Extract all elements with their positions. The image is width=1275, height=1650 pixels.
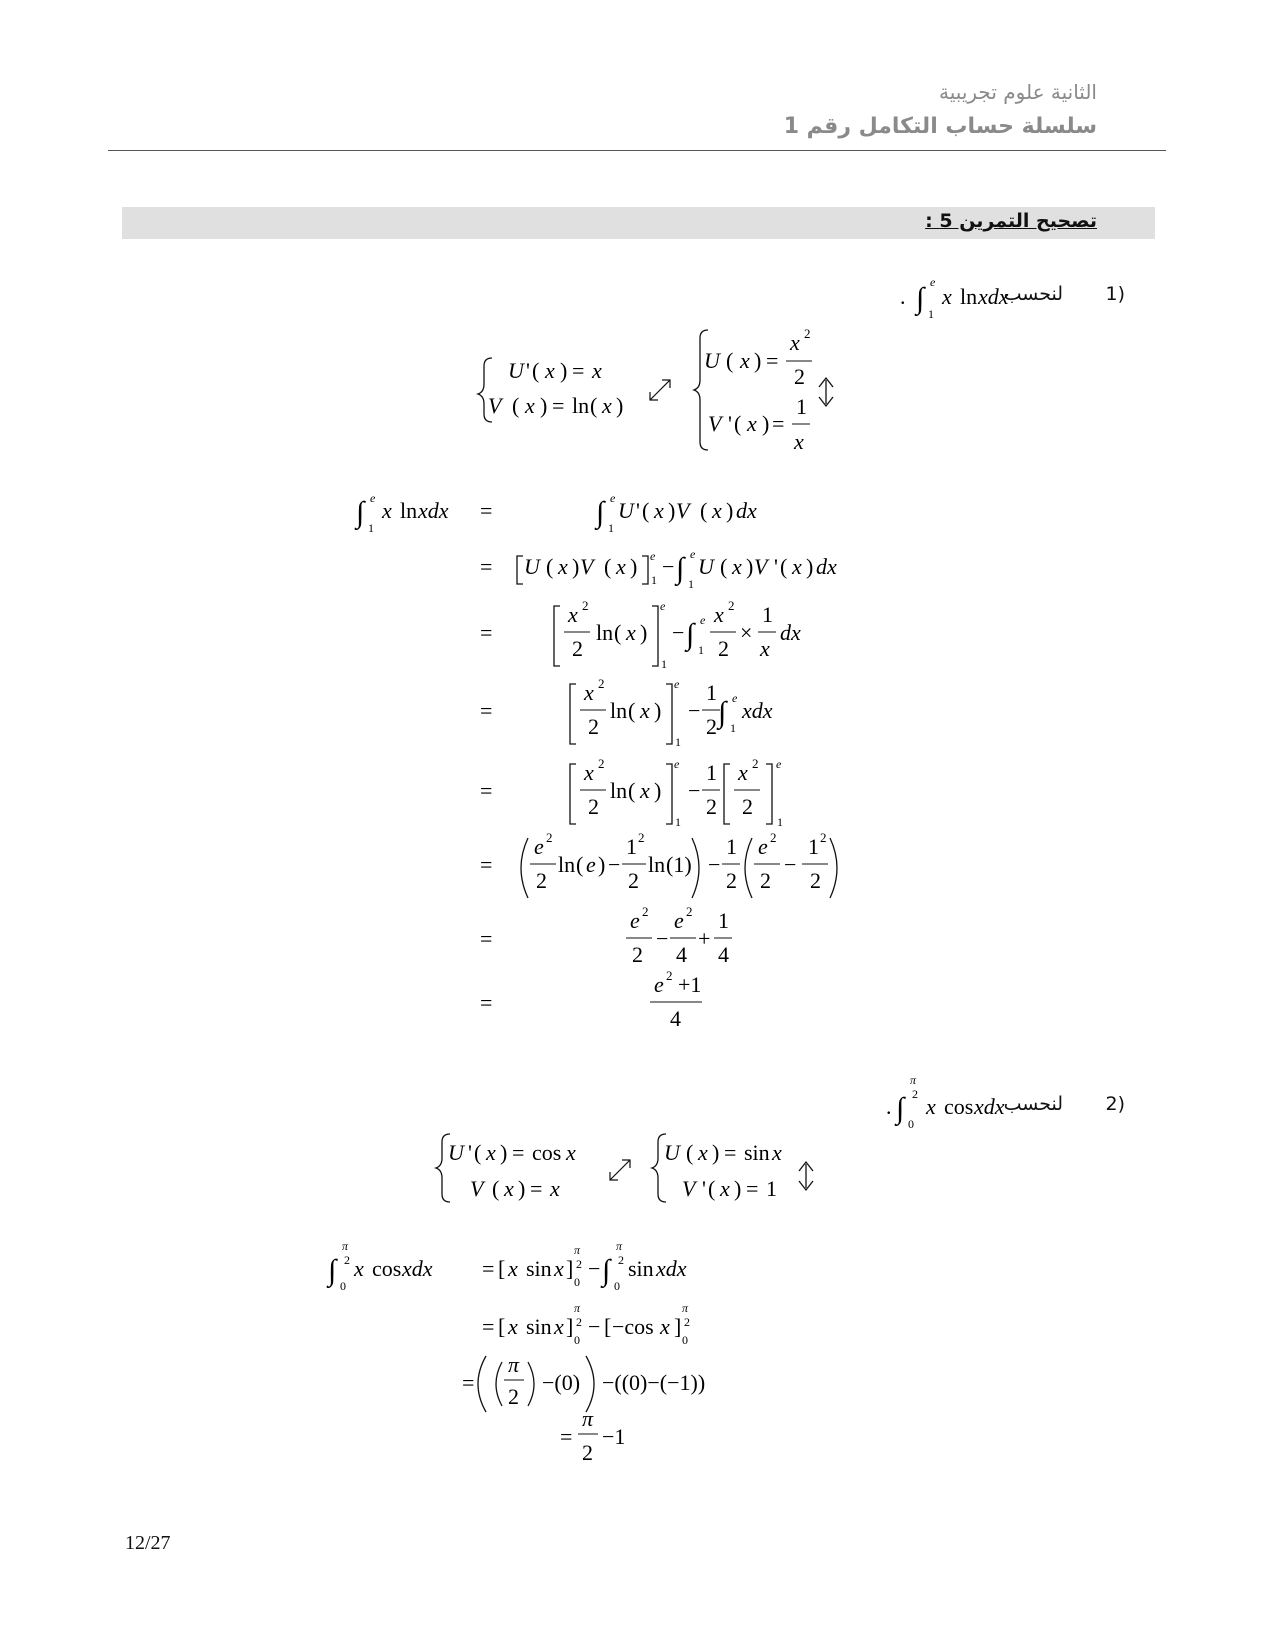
svg-text:2: 2 xyxy=(728,598,735,613)
svg-text:xdx: xdx xyxy=(978,284,1009,309)
svg-text:e: e xyxy=(534,834,544,859)
svg-text:dx: dx xyxy=(816,554,837,579)
svg-text:x: x xyxy=(554,1314,564,1339)
svg-text:−(0): −(0) xyxy=(542,1370,581,1395)
svg-text:2: 2 xyxy=(706,794,717,819)
svg-text:x: x xyxy=(760,636,770,661)
svg-text:): ) xyxy=(540,393,548,418)
q1-substitution-left xyxy=(478,358,623,422)
svg-text:': ' xyxy=(702,1176,706,1201)
svg-text:(: ( xyxy=(532,358,540,383)
svg-text:2: 2 xyxy=(576,1315,582,1329)
svg-text:e: e xyxy=(660,599,666,613)
svg-text:2: 2 xyxy=(572,636,583,661)
svg-text:2: 2 xyxy=(536,868,547,893)
svg-text:1: 1 xyxy=(762,602,773,627)
svg-text:): ) xyxy=(572,554,580,579)
svg-text:1: 1 xyxy=(608,521,614,535)
svg-text:−: − xyxy=(662,554,675,579)
svg-text:): ) xyxy=(500,1140,508,1165)
svg-text:): ) xyxy=(630,554,638,579)
svg-text:(: ( xyxy=(546,554,554,579)
svg-text:2: 2 xyxy=(666,968,673,983)
svg-text:−: − xyxy=(688,778,701,803)
svg-text:): ) xyxy=(762,411,770,436)
svg-text:=: = xyxy=(480,698,493,723)
svg-text:V: V xyxy=(488,393,502,418)
svg-text:2: 2 xyxy=(810,868,821,893)
svg-text:2: 2 xyxy=(804,326,811,341)
svg-text:1: 1 xyxy=(808,834,819,859)
svg-text:=: = xyxy=(480,926,493,951)
svg-text:): ) xyxy=(754,348,762,373)
svg-text:x: x xyxy=(354,1256,364,1281)
svg-text:x: x xyxy=(732,554,742,579)
svg-text:1: 1 xyxy=(688,577,694,591)
svg-text:sin: sin xyxy=(526,1256,552,1281)
svg-text:=: = xyxy=(462,1370,475,1395)
svg-text:': ' xyxy=(636,498,640,523)
svg-text:−cos: −cos xyxy=(612,1314,654,1339)
svg-text:): ) xyxy=(640,620,648,645)
svg-text:π: π xyxy=(342,1239,349,1253)
svg-text:dx: dx xyxy=(780,620,801,645)
svg-text:): ) xyxy=(616,393,624,418)
svg-text:∫: ∫ xyxy=(676,552,685,585)
svg-text:π: π xyxy=(616,1239,623,1253)
svg-text:e: e xyxy=(674,757,680,771)
svg-text:e: e xyxy=(758,834,768,859)
svg-text:e: e xyxy=(674,677,680,691)
svg-text:[: [ xyxy=(498,1314,506,1339)
svg-text:': ' xyxy=(468,1140,472,1165)
q1-double-arrow-icon xyxy=(650,380,670,400)
svg-text:2: 2 xyxy=(582,598,589,613)
svg-text:π: π xyxy=(582,1406,594,1431)
svg-text:1: 1 xyxy=(675,815,681,829)
svg-text:π: π xyxy=(508,1352,520,1377)
svg-text:2: 2 xyxy=(706,714,717,739)
svg-text:cos: cos xyxy=(532,1140,562,1165)
svg-text:(: ( xyxy=(628,698,636,723)
svg-text:': ' xyxy=(774,554,778,579)
svg-text:U: U xyxy=(664,1140,680,1165)
svg-text:e: e xyxy=(690,547,696,561)
question2-label: لنحسب xyxy=(1003,1093,1063,1115)
svg-text:=: = xyxy=(480,498,493,523)
svg-text:x: x xyxy=(747,411,757,436)
svg-text:ln: ln xyxy=(558,852,576,877)
svg-text:]: ] xyxy=(566,1314,574,1339)
document-subtitle: الثانية علوم تجريبية xyxy=(939,80,1097,104)
svg-text:x: x xyxy=(508,1256,518,1281)
svg-text:e: e xyxy=(776,757,782,771)
svg-text:=: = xyxy=(560,1424,573,1449)
svg-text:−: − xyxy=(588,1256,601,1281)
svg-text:2: 2 xyxy=(820,830,827,845)
svg-text:x: x xyxy=(626,620,636,645)
svg-text:2: 2 xyxy=(508,1384,519,1409)
svg-text:): ) xyxy=(654,698,662,723)
question1-number: (1 xyxy=(1105,283,1125,305)
svg-text:0: 0 xyxy=(574,1333,580,1347)
svg-text:(: ( xyxy=(512,393,520,418)
svg-text:U: U xyxy=(704,348,720,373)
question1-integral xyxy=(900,275,1009,321)
svg-text:x: x xyxy=(550,1176,560,1201)
svg-text:2: 2 xyxy=(628,868,639,893)
svg-text:[: [ xyxy=(604,1314,612,1339)
svg-text:': ' xyxy=(526,358,530,383)
svg-text:(: ( xyxy=(614,620,622,645)
svg-text:x: x xyxy=(616,554,626,579)
svg-text:x: x xyxy=(382,498,392,523)
svg-text:1: 1 xyxy=(706,760,717,785)
svg-text:=: = xyxy=(572,358,585,383)
svg-text:V: V xyxy=(470,1176,484,1201)
svg-text:): ) xyxy=(518,1176,526,1201)
svg-text:2: 2 xyxy=(588,714,599,739)
svg-text:V: V xyxy=(708,411,722,436)
svg-text:): ) xyxy=(668,498,676,523)
svg-text:(: ( xyxy=(604,554,612,579)
svg-text:[: [ xyxy=(498,1256,506,1281)
svg-text:e: e xyxy=(630,908,640,933)
svg-text:0: 0 xyxy=(574,1275,580,1289)
svg-text:xdx: xdx xyxy=(656,1256,687,1281)
svg-text:): ) xyxy=(734,1176,742,1201)
svg-text:+1: +1 xyxy=(678,972,702,997)
svg-text:V: V xyxy=(676,498,690,523)
svg-text:cos: cos xyxy=(372,1256,402,1281)
svg-text:x: x xyxy=(926,1094,936,1119)
q1-updown-arrow-icon xyxy=(819,378,833,406)
svg-text:x: x xyxy=(942,284,952,309)
svg-text:e: e xyxy=(674,908,684,933)
svg-text:−: − xyxy=(708,852,721,877)
svg-text:π: π xyxy=(574,1243,581,1257)
svg-text:U: U xyxy=(698,554,714,579)
svg-text:2: 2 xyxy=(344,1253,350,1267)
svg-text:2: 2 xyxy=(598,676,605,691)
svg-text:1: 1 xyxy=(651,573,657,587)
svg-text:=: = xyxy=(480,778,493,803)
svg-text:2: 2 xyxy=(582,1440,593,1465)
svg-text:=: = xyxy=(530,1176,543,1201)
q2-substitution-left xyxy=(436,1134,576,1202)
svg-text:2: 2 xyxy=(576,1257,582,1271)
svg-text:4: 4 xyxy=(718,942,729,967)
svg-text:x: x xyxy=(660,1314,670,1339)
svg-text:=: = xyxy=(766,348,779,373)
svg-text:=: = xyxy=(480,554,493,579)
svg-text:x: x xyxy=(566,1140,576,1165)
svg-text:−: − xyxy=(672,620,685,645)
q2-substitution-right xyxy=(652,1134,782,1202)
svg-text:x: x xyxy=(794,429,804,454)
svg-text:(: ( xyxy=(474,1140,482,1165)
svg-text:]: ] xyxy=(566,1256,574,1281)
svg-text:ln: ln xyxy=(572,393,590,418)
svg-text:ln: ln xyxy=(648,852,666,877)
svg-text:): ) xyxy=(806,554,814,579)
question2-integral xyxy=(886,1073,1005,1131)
q1-derivation xyxy=(354,491,837,1031)
svg-text:sin: sin xyxy=(744,1140,770,1165)
svg-text:1: 1 xyxy=(661,657,667,671)
svg-text:]: ] xyxy=(674,1314,682,1339)
svg-text:): ) xyxy=(746,554,754,579)
document-title: سلسلة حساب التكامل رقم 1 xyxy=(783,114,1097,139)
q2-double-arrow-icon xyxy=(610,1160,630,1180)
svg-text:x: x xyxy=(602,393,612,418)
svg-text:−: − xyxy=(688,698,701,723)
svg-text:−: − xyxy=(588,1314,601,1339)
svg-text:2: 2 xyxy=(588,794,599,819)
svg-text:4: 4 xyxy=(676,942,687,967)
svg-text:cos: cos xyxy=(944,1094,974,1119)
svg-text:ln: ln xyxy=(596,620,614,645)
svg-text:1: 1 xyxy=(726,834,737,859)
svg-text:2: 2 xyxy=(770,830,777,845)
svg-text:ln: ln xyxy=(610,698,628,723)
svg-text:(1): (1) xyxy=(666,852,692,877)
svg-text:): ) xyxy=(560,358,568,383)
svg-text:(: ( xyxy=(590,393,598,418)
svg-text:=: = xyxy=(512,1140,525,1165)
svg-text:(: ( xyxy=(686,1140,694,1165)
svg-text:−: − xyxy=(784,852,797,877)
svg-text:2: 2 xyxy=(718,636,729,661)
question2-number: (2 xyxy=(1105,1093,1125,1115)
question1-label: لنحسب xyxy=(1003,283,1063,305)
svg-text:x: x xyxy=(584,760,594,785)
q2-derivation xyxy=(326,1239,705,1465)
svg-text:e: e xyxy=(586,852,596,877)
svg-text:=: = xyxy=(746,1176,759,1201)
svg-text:π: π xyxy=(682,1301,689,1315)
svg-text:ln: ln xyxy=(960,284,978,309)
svg-text:U: U xyxy=(508,358,524,383)
svg-text:(: ( xyxy=(628,778,636,803)
svg-text:ln: ln xyxy=(610,778,628,803)
svg-text:xdx: xdx xyxy=(402,1256,433,1281)
svg-text:=: = xyxy=(482,1314,495,1339)
svg-text:∫: ∫ xyxy=(356,496,365,529)
svg-text:.: . xyxy=(900,284,906,309)
svg-text:1: 1 xyxy=(675,735,681,749)
svg-text:e: e xyxy=(610,491,616,505)
svg-text:×: × xyxy=(740,620,753,645)
svg-text:xdx: xdx xyxy=(742,698,773,723)
svg-text:dx: dx xyxy=(736,498,757,523)
svg-text:1: 1 xyxy=(928,307,934,321)
svg-text:=: = xyxy=(724,1140,737,1165)
svg-text:π: π xyxy=(910,1073,917,1087)
svg-text:V: V xyxy=(580,554,594,579)
svg-text:2: 2 xyxy=(684,1315,690,1329)
svg-text:': ' xyxy=(728,411,732,436)
svg-text:2: 2 xyxy=(726,868,737,893)
svg-text:x: x xyxy=(740,348,750,373)
svg-text:−: − xyxy=(608,852,621,877)
svg-text:): ) xyxy=(598,852,606,877)
svg-text:(: ( xyxy=(642,498,650,523)
svg-text:4: 4 xyxy=(670,1006,681,1031)
svg-text:V: V xyxy=(682,1176,696,1201)
svg-text:x: x xyxy=(545,358,555,383)
svg-text:(: ( xyxy=(726,348,734,373)
q2-updown-arrow-icon xyxy=(799,1162,813,1190)
svg-text:x: x xyxy=(772,1140,782,1165)
svg-text:x: x xyxy=(584,680,594,705)
svg-text:x: x xyxy=(525,393,535,418)
svg-text:.: . xyxy=(886,1094,892,1119)
svg-text:−: − xyxy=(656,926,669,951)
svg-text:e: e xyxy=(700,613,706,627)
svg-text:1: 1 xyxy=(706,680,717,705)
svg-text:∫: ∫ xyxy=(328,1254,337,1287)
svg-text:=: = xyxy=(480,620,493,645)
svg-text:x: x xyxy=(568,602,578,627)
svg-text:2: 2 xyxy=(686,904,693,919)
svg-text:(: ( xyxy=(734,411,742,436)
svg-text:0: 0 xyxy=(682,1333,688,1347)
svg-text:=: = xyxy=(482,1256,495,1281)
svg-text:x: x xyxy=(720,1176,730,1201)
svg-text:∫: ∫ xyxy=(916,282,925,315)
svg-text:1: 1 xyxy=(626,834,637,859)
svg-text:2: 2 xyxy=(752,756,759,771)
svg-text:=: = xyxy=(480,852,493,877)
svg-text:x: x xyxy=(712,498,722,523)
svg-text:2: 2 xyxy=(912,1087,918,1101)
svg-text:U: U xyxy=(524,554,540,579)
svg-text:−1: −1 xyxy=(602,1424,626,1449)
q1-substitution-right xyxy=(694,326,812,454)
svg-text:=: = xyxy=(772,411,785,436)
svg-text:e: e xyxy=(370,491,376,505)
svg-text:1: 1 xyxy=(766,1176,777,1201)
svg-text:x: x xyxy=(654,498,664,523)
svg-text:x: x xyxy=(698,1140,708,1165)
svg-text:−((0)−(−1)): −((0)−(−1)) xyxy=(602,1370,706,1395)
svg-text:x: x xyxy=(738,760,748,785)
svg-text:π: π xyxy=(574,1301,581,1315)
svg-text:(: ( xyxy=(492,1176,500,1201)
page-number: 12/27 xyxy=(125,1532,171,1554)
svg-text:1: 1 xyxy=(718,908,729,933)
svg-text:0: 0 xyxy=(614,1279,620,1293)
svg-text:x: x xyxy=(790,330,800,355)
svg-text:e: e xyxy=(930,275,936,289)
svg-text:ln: ln xyxy=(400,498,418,523)
svg-text:+: + xyxy=(698,926,711,951)
svg-text:sin: sin xyxy=(628,1256,654,1281)
svg-text:(: ( xyxy=(700,498,708,523)
svg-text:x: x xyxy=(508,1314,518,1339)
svg-text:xdx: xdx xyxy=(974,1094,1005,1119)
svg-text:∫: ∫ xyxy=(602,1254,611,1287)
svg-text:=: = xyxy=(552,393,565,418)
svg-text:U: U xyxy=(618,498,634,523)
svg-text:(: ( xyxy=(780,554,788,579)
svg-text:2: 2 xyxy=(642,904,649,919)
svg-text:U: U xyxy=(448,1140,464,1165)
svg-text:): ) xyxy=(712,1140,720,1165)
svg-text:2: 2 xyxy=(632,942,643,967)
svg-text:x: x xyxy=(486,1140,496,1165)
svg-text:=: = xyxy=(480,990,493,1015)
svg-text:∫: ∫ xyxy=(596,496,605,529)
svg-text:2: 2 xyxy=(638,830,645,845)
svg-text:V: V xyxy=(754,554,768,579)
svg-text:x: x xyxy=(714,602,724,627)
svg-text:0: 0 xyxy=(908,1117,914,1131)
svg-text:1: 1 xyxy=(730,721,736,735)
svg-text:x: x xyxy=(592,358,602,383)
svg-text:x: x xyxy=(640,778,650,803)
svg-text:(: ( xyxy=(720,554,728,579)
svg-text:x: x xyxy=(554,1256,564,1281)
svg-text:1: 1 xyxy=(777,815,783,829)
svg-text:1: 1 xyxy=(698,643,704,657)
svg-text:2: 2 xyxy=(598,756,605,771)
svg-text:): ) xyxy=(726,498,734,523)
svg-text:2: 2 xyxy=(742,794,753,819)
section-title: تصحيح التمرين 5 : xyxy=(925,210,1097,232)
svg-text:2: 2 xyxy=(794,364,805,389)
svg-text:x: x xyxy=(792,554,802,579)
svg-text:(: ( xyxy=(576,852,584,877)
svg-text:x: x xyxy=(558,554,568,579)
svg-text:∫: ∫ xyxy=(896,1092,905,1125)
svg-text:xdx: xdx xyxy=(418,498,449,523)
svg-text:∫: ∫ xyxy=(718,696,727,729)
svg-text:2: 2 xyxy=(546,830,553,845)
svg-text:1: 1 xyxy=(368,521,374,535)
svg-text:2: 2 xyxy=(760,868,771,893)
svg-text:): ) xyxy=(654,778,662,803)
svg-text:1: 1 xyxy=(796,394,807,419)
svg-text:∫: ∫ xyxy=(686,618,695,651)
svg-text:e: e xyxy=(650,549,656,563)
svg-text:e: e xyxy=(732,691,738,705)
svg-text:x: x xyxy=(640,698,650,723)
svg-text:(: ( xyxy=(708,1176,716,1201)
svg-text:e: e xyxy=(654,972,664,997)
svg-text:x: x xyxy=(504,1176,514,1201)
svg-text:2: 2 xyxy=(618,1253,624,1267)
svg-text:0: 0 xyxy=(340,1279,346,1293)
svg-text:sin: sin xyxy=(526,1314,552,1339)
